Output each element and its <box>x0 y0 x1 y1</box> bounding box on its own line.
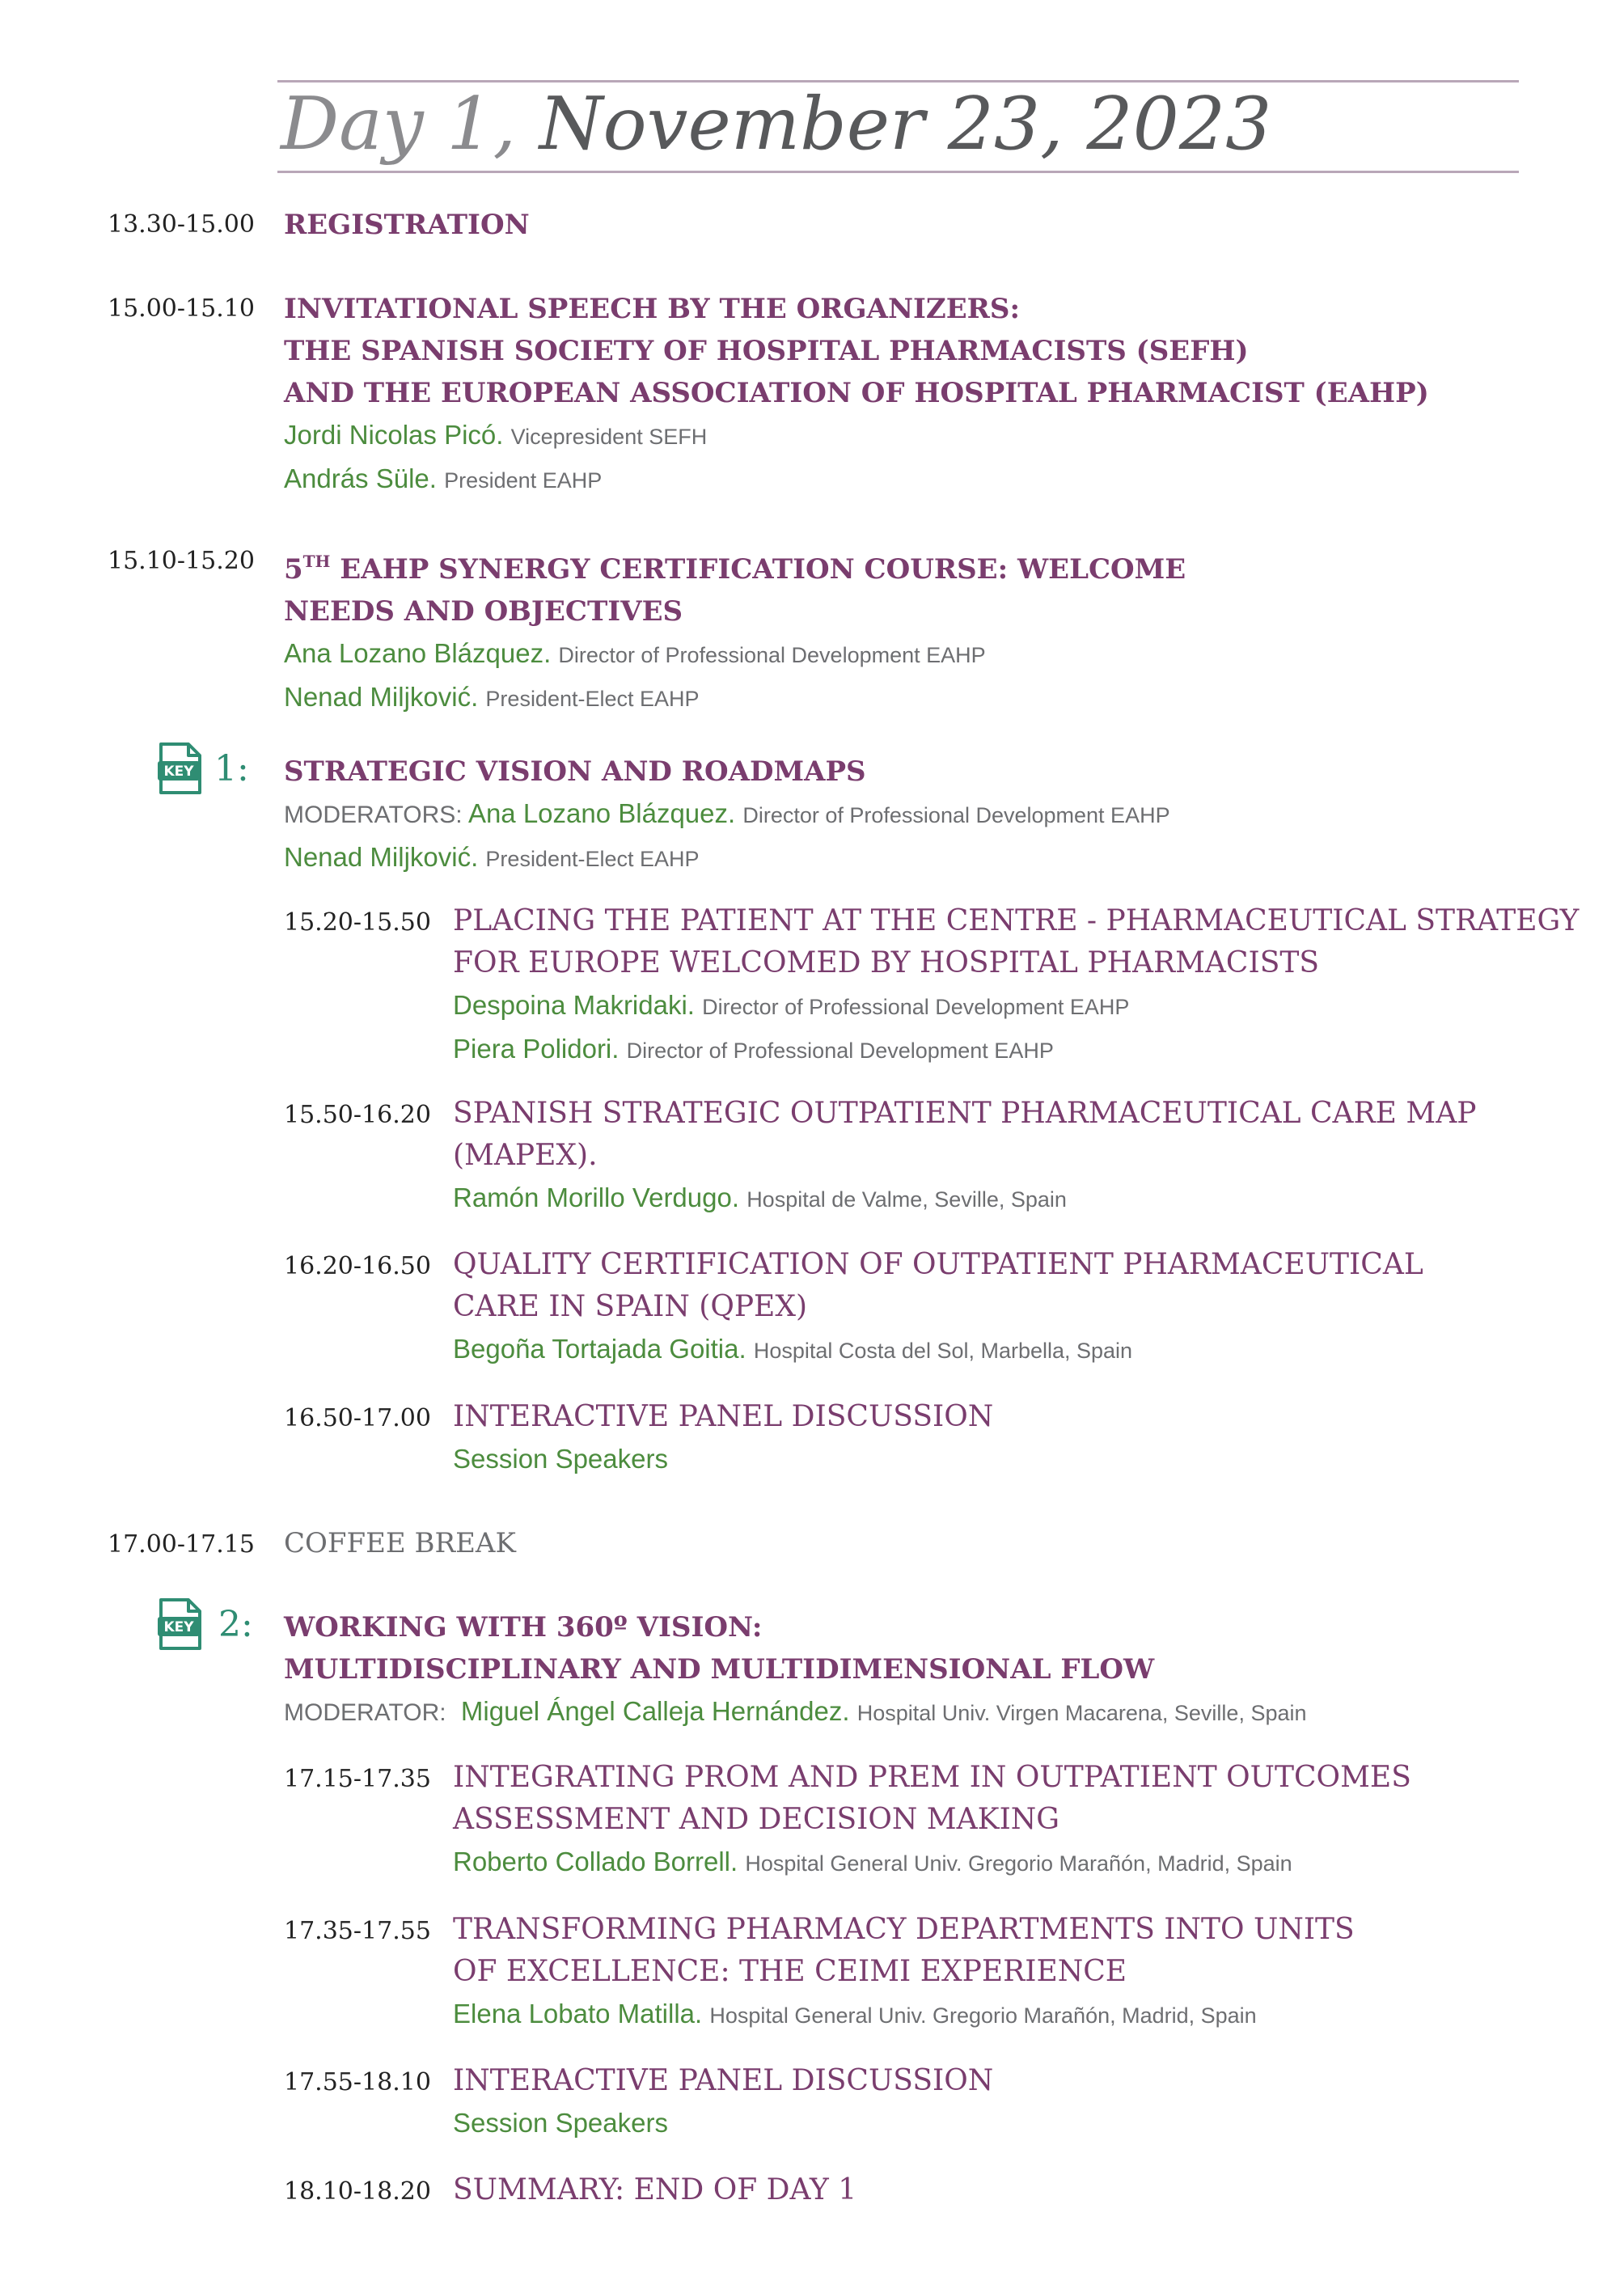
welcome-time: 15.10-15.20 <box>108 547 255 575</box>
speaker-name: Ramón Morillo Verdugo. <box>453 1182 740 1212</box>
talk-item <box>453 1093 1476 1221</box>
speaker-line <box>284 458 1429 501</box>
page-title <box>281 84 1271 165</box>
invitational-title-line: THE SPANISH SOCIETY OF HOSPITAL PHARMACISTS (SEFH) <box>284 335 1249 367</box>
speaker-name: Session Speakers <box>453 1444 668 1474</box>
speaker-name: Jordi Nicolas Picó. <box>284 420 504 450</box>
talk-title-line: INTEGRATING PROM AND PREM IN OUTPATIENT OUTCOMES <box>453 1761 1411 1794</box>
speaker-name: Piera Polidori. <box>453 1034 620 1064</box>
session-1-marker <box>158 742 255 798</box>
welcome-number: 5 <box>284 553 303 586</box>
speaker-line <box>453 984 1579 1028</box>
key-icon-label: KEY <box>163 764 194 780</box>
talk-title-line: INTERACTIVE PANEL DISCUSSION <box>453 2064 994 2097</box>
talk-title-line: (MAPEX). <box>453 1139 598 1172</box>
talk-title-line: OF EXCELLENCE: THE CEIMI EXPERIENCE <box>453 1955 1127 1988</box>
talk-item <box>453 1244 1423 1372</box>
talk-title-line: SPANISH STRATEGIC OUTPATIENT PHARMACEUTICAL CARE MAP <box>453 1097 1477 1130</box>
registration-time: 13.30-15.00 <box>108 210 255 239</box>
moderator-role: Director of Professional Development EAHP <box>742 803 1170 827</box>
session-title-line: WORKING WITH 360º VISION: <box>284 1611 763 1644</box>
moderator-role: Hospital Univ. Virgen Macarena, Seville, Spain <box>856 1701 1307 1725</box>
talk-title-line: INTERACTIVE PANEL DISCUSSION <box>453 1400 994 1433</box>
speaker-role: President EAHP <box>444 468 603 493</box>
moderator-label: MODERATOR: <box>284 1699 446 1726</box>
speaker-name: Begoña Tortajada Goitia. <box>453 1334 746 1364</box>
talk-item <box>453 1396 993 1480</box>
speaker-name: Elena Lobato Matilla. <box>453 1999 703 2029</box>
speaker-line <box>453 2102 993 2144</box>
invitational-time: 15.00-15.10 <box>108 294 255 323</box>
moderators-label: MODERATORS: <box>284 802 463 828</box>
session-2-marker <box>158 1597 263 1654</box>
moderator-name: Ana Lozano Blázquez. <box>467 798 736 828</box>
talk-item <box>453 1909 1355 2037</box>
speaker-line <box>453 1841 1411 1885</box>
moderator-name: Miguel Ángel Calleja Hernández. <box>460 1696 850 1726</box>
header-bottom-rule <box>277 171 1519 173</box>
speaker-name: András Süle. <box>284 463 437 493</box>
welcome-item <box>284 540 1186 720</box>
moderator-line <box>284 1690 1307 1734</box>
talk-title-line: TRANSFORMING PHARMACY DEPARTMENTS INTO UNITS <box>453 1913 1355 1946</box>
talk-time: 15.50-16.20 <box>284 1101 431 1129</box>
moderator-line <box>284 836 1170 880</box>
invitational-title-line: AND THE EUROPEAN ASSOCIATION OF HOSPITAL PHARMACIST (EAHP) <box>284 377 1429 409</box>
session-title-line: MULTIDISCIPLINARY AND MULTIDIMENSIONAL FLOW <box>284 1653 1155 1686</box>
session-number: 1: <box>214 748 249 789</box>
speaker-line <box>453 1177 1476 1221</box>
talk-item <box>453 2169 856 2211</box>
talk-title-line: SUMMARY: END OF DAY 1 <box>453 2173 857 2206</box>
coffee-time: 17.00-17.15 <box>108 1530 255 1559</box>
speaker-line <box>453 1328 1423 1372</box>
key-icon-label: KEY <box>163 1619 194 1635</box>
speaker-line <box>284 676 1186 720</box>
speaker-role: Director of Professional Development EAHP <box>702 995 1130 1019</box>
speaker-line <box>453 1028 1579 1072</box>
session-title: STRATEGIC VISION AND ROADMAPS <box>284 755 866 788</box>
speaker-line <box>453 1993 1355 2037</box>
speaker-role: President-Elect EAHP <box>485 687 700 711</box>
day-label: Day 1, <box>281 82 517 167</box>
speaker-line <box>453 1438 993 1480</box>
moderator-name: Nenad Miljković. <box>284 842 479 872</box>
talk-item <box>453 1757 1411 1885</box>
talk-title-line: FOR EUROPE WELCOMED BY HOSPITAL PHARMACISTS <box>453 946 1320 979</box>
speaker-role: Hospital de Valme, Seville, Spain <box>746 1187 1067 1212</box>
talk-item <box>453 2060 993 2144</box>
speaker-role: Director of Professional Development EAHP <box>558 643 986 667</box>
talk-time: 16.50-17.00 <box>284 1404 431 1432</box>
talk-item <box>453 900 1579 1072</box>
speaker-name: Ana Lozano Blázquez. <box>284 638 552 668</box>
coffee-item <box>284 1522 516 1564</box>
talk-time: 18.10-18.20 <box>284 2177 431 2206</box>
speaker-name: Nenad Miljković. <box>284 682 479 712</box>
moderator-line <box>284 793 1170 836</box>
speaker-line <box>284 414 1429 458</box>
speaker-role: Director of Professional Development EAHP <box>626 1039 1054 1063</box>
welcome-title-line <box>284 540 1186 590</box>
talk-time: 15.20-15.50 <box>284 908 431 937</box>
welcome-title-rest: EAHP SYNERGY CERTIFICATION COURSE: WELCOME <box>340 553 1186 586</box>
registration-item <box>284 204 530 246</box>
talk-title-line: PLACING THE PATIENT AT THE CENTRE - PHARMACEUTICAL STRATEGY <box>453 904 1580 937</box>
speaker-name: Despoina Makridaki. <box>453 990 695 1020</box>
talk-time: 16.20-16.50 <box>284 1252 431 1280</box>
speaker-role: Hospital General Univ. Gregorio Marañón, Madrid, Spain <box>709 2003 1257 2028</box>
session-2-header <box>284 1606 1307 1734</box>
speaker-role: Vicepresident SEFH <box>510 425 708 449</box>
welcome-superscript: TH <box>302 552 331 571</box>
registration-title: REGISTRATION <box>284 209 530 241</box>
speaker-role: Hospital Costa del Sol, Marbella, Spain <box>753 1339 1133 1363</box>
speaker-name: Session Speakers <box>453 2108 668 2138</box>
invitational-title-line: INVITATIONAL SPEECH BY THE ORGANIZERS: <box>284 293 1021 325</box>
date-label: November 23, 2023 <box>539 82 1272 167</box>
welcome-title-line: NEEDS AND OBJECTIVES <box>284 595 683 628</box>
moderator-role: President-Elect EAHP <box>485 847 700 871</box>
talk-time: 17.55-18.10 <box>284 2068 431 2096</box>
talk-time: 17.35-17.55 <box>284 1917 431 1945</box>
key-document-icon <box>158 742 203 795</box>
coffee-title: COFFEE BREAK <box>284 1527 516 1559</box>
speaker-line <box>284 632 1186 676</box>
speaker-name: Roberto Collado Borrell. <box>453 1847 738 1876</box>
invitational-item <box>284 288 1429 501</box>
key-document-icon <box>158 1597 203 1651</box>
talk-time: 17.15-17.35 <box>284 1765 431 1793</box>
speaker-role: Hospital General Univ. Gregorio Marañón, Madrid, Spain <box>745 1851 1292 1876</box>
talk-title-line: CARE IN SPAIN (QPEX) <box>453 1290 808 1323</box>
session-1-header <box>284 751 1170 880</box>
talk-title-line: ASSESSMENT AND DECISION MAKING <box>453 1803 1060 1836</box>
talk-title-line: QUALITY CERTIFICATION OF OUTPATIENT PHARMACEUTICAL <box>453 1248 1423 1281</box>
session-number: 2: <box>218 1604 253 1645</box>
